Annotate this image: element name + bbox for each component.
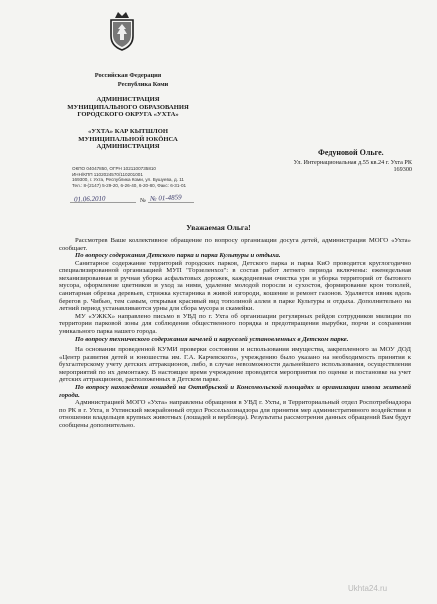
section-heading: По вопросу нахождения лошадей на Октябрьской и Комсомольской площадях и организации извоза жителей города. [59,383,411,399]
komi-line: «УХТА» КАР КЫТШЛОН [88,128,168,135]
section-heading: По вопросу содержания Детского парка и парка Культуры и отдыха. [75,252,281,260]
coat-of-arms-icon [107,8,137,52]
addressee-name: Федуновой Ольге. [318,148,384,157]
contact-details [72,166,200,188]
body-paragraph: МУ «УЖКХ» направлено письмо в УВД по г. Ухта об организации регулярных рейдов сотрудников милиции по территории парковой зоны для соблюдения общественного порядка и предотвращения вырубки, порчи и сохранения уникального парка нашего города. [59,312,411,335]
body-paragraph: Администрацией МОГО «Ухта» направлены обращения в УВД г. Ухты, в Территориальный отдел Роспотребнадзора по РК в г. Ухта, в Ухтинский межрайонный отдел Россельхознадзора для принятия мер административного воздействия в отношении владельцев крупных животных (лошадей и верблюда). Результаты рассмотрения данных обращений Вам будут сообщены дополнительно. [59,399,411,429]
country-name: Российская Федерация [94,72,162,79]
registration-number: № 01-4859 [149,193,182,203]
letter-body [59,237,411,429]
contact-line: Тел.: 8-(2147) 5-29-20, 6-26-40, 6-20-80, Факс: 6-31-01 [72,182,187,188]
body-paragraph: На основании проведенной КУМИ проверки состояния и использования имущества, закрепленного за МОУ ДОД «Центр развития детей и юношества им. Г.А. Карчевского», учреждению было указано на необходимость принятия к бухгалтерскому учету детских аттракционов, либо, в случае невозможности дальнейшего использования, осуществления мероприятий по их демонтажу. В настоящее время учреждение проводятся мероприятия по оценке и постановке на учет детских аттракционов, расположенных в Детском парке. [59,346,411,384]
komi-line: МУНИЦИПАЛЬНОЙ ЮКӦНСА [78,135,178,143]
addressee-address [254,159,412,174]
watermark: Ukhta24.ru [348,584,388,593]
admin-line: АДМИНИСТРАЦИЯ [96,96,160,103]
body-paragraph: Рассмотрев Ваше коллективное обращение по вопросу организации досуга детей, администрация МОГО «Ухта» сообщает. [59,237,411,252]
contact-line: ОКПО 04047850, ОГРН 1021100735810 [72,166,156,171]
contact-line: 169300, г. Ухта, Республика Коми, ул. Бушуева, д. 11 [72,177,184,183]
komi-line: АДМИНИСТРАЦИЯ [96,143,160,151]
admin-line: ГОРОДСКОГО ОКРУГА «УХТА» [77,111,179,119]
body-paragraph: Санитарное содержание территорий городских парков, Детского парка и парка КиО проводится круглогодично специализированной организацией МУП "Горзеленхоз": в состав работ летнего периода включены: еженедельная механизированная и ручная уборка асфальтовых дорожек, каждодневная очистка урн и уборка территорий от бытового мусора, оформление цветников и уход за ними, удаление молодой поросли и сухостоя, формирование крон тополей, санитарная обрезка деревьев, стрижка кустарника в живой изгороди, кошение и ремонт газонов. Удаляется ивняк вдоль берегов р. Чибью, тем самым, открывая красивый вид тополиной аллеи в парке Культуры и отдыха. Дополнительно на летний период устанавливаются урны для сбора мусора и скамейки. [59,259,411,313]
republic-name: Республика Коми [117,81,169,88]
address-line: 169300 [393,166,412,174]
address-line: Ул. Интернациональная д.55 кв.24 г. Ухта РК [293,159,412,166]
section-heading: По вопросу технического содержания качелей и каруселей установленных в Детском парке. [75,335,349,343]
contact-line: ИНН/КПП 1102024570/110201001 [72,171,143,177]
administration-name-komi [64,128,192,151]
salutation: Уважаемая Ольга! [186,223,251,232]
registration-date: 01.06.2010 [73,194,106,204]
svg-text:№: № [140,198,146,203]
admin-line: МУНИЦИПАЛЬНОГО ОБРАЗОВАНИЯ [67,103,189,111]
administration-name [64,96,192,119]
